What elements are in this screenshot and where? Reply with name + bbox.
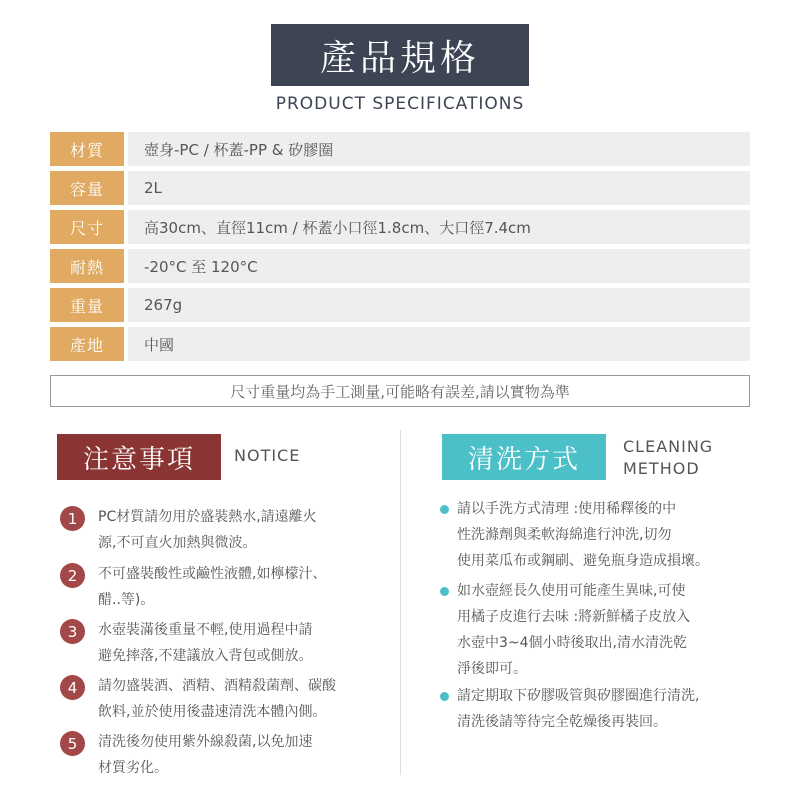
notice-item (60, 673, 380, 725)
notice-subtitle: NOTICE (234, 446, 301, 465)
spec-row-material (50, 132, 750, 166)
number-badge: 3 (60, 619, 85, 644)
bullet-dot-icon (440, 587, 449, 596)
spec-row-origin (50, 327, 750, 361)
cleaning-subtitle (623, 436, 713, 480)
cleaning-title: 清洗方式 (442, 434, 606, 480)
cleaning-item (440, 496, 770, 574)
measurement-note: 尺寸重量均為手工測量,可能略有誤差,請以實物為準 (50, 375, 750, 407)
spec-value: 高30cm、直徑11cm / 杯蓋小口徑1.8cm、大口徑7.4cm (128, 210, 750, 244)
bullet-dot-icon (440, 505, 449, 514)
spec-key: 重量 (50, 288, 124, 322)
number-badge: 2 (60, 563, 85, 588)
spec-value: 267g (128, 288, 750, 322)
notice-text: 水壺裝滿後重量不輕,使用過程中請 避免摔落,不建議放入背包或側放。 (98, 622, 313, 664)
page-title: 產品規格 (271, 24, 529, 86)
spec-key: 容量 (50, 171, 124, 205)
cleaning-item (440, 683, 770, 735)
notice-item (60, 729, 380, 781)
spec-row-heat-resistance (50, 249, 750, 283)
spec-row-capacity (50, 171, 750, 205)
notice-text: 請勿盛裝酒、酒精、酒精殺菌劑、碳酸 飲料,並於使用後盡速清洗本體內側。 (98, 678, 336, 720)
spec-row-weight (50, 288, 750, 322)
spec-value: -20°C 至 120°C (128, 249, 750, 283)
spec-key: 產地 (50, 327, 124, 361)
spec-row-size (50, 210, 750, 244)
notice-item (60, 561, 380, 613)
cleaning-item (440, 578, 770, 682)
spec-value: 2L (128, 171, 750, 205)
number-badge: 5 (60, 731, 85, 756)
spec-key: 耐熱 (50, 249, 124, 283)
notice-text: 清洗後勿使用紫外線殺菌,以免加速 材質劣化。 (98, 734, 313, 776)
spec-value: 壺身-PC / 杯蓋-PP & 矽膠圈 (128, 132, 750, 166)
cleaning-text: 請以手洗方式清理 :使用稀釋後的中 性洗滌劑與柔軟海綿進行沖洗,切勿 使用菜瓜布或鋼刷、避免瓶身造成損壞。 (457, 501, 709, 569)
cleaning-subtitle-line2: METHOD (623, 459, 700, 478)
notice-item (60, 617, 380, 669)
bullet-dot-icon (440, 692, 449, 701)
notice-text: PC材質請勿用於盛裝熱水,請遠離火 源,不可直火加熱與微波。 (98, 509, 317, 551)
column-divider (400, 430, 401, 775)
notice-title: 注意事項 (57, 434, 221, 480)
cleaning-text: 請定期取下矽膠吸管與矽膠圈進行清洗, 清洗後請等待完全乾燥後再裝回。 (457, 688, 700, 730)
spec-key: 材質 (50, 132, 124, 166)
cleaning-text: 如水壺經長久使用可能產生異味,可使 用橘子皮進行去味 :將新鮮橘子皮放入 水壺中3~4個小時後取出,清水清洗乾 淨後即可。 (457, 583, 691, 677)
spec-key: 尺寸 (50, 210, 124, 244)
page-subtitle: PRODUCT SPECIFICATIONS (275, 94, 525, 114)
number-badge: 4 (60, 675, 85, 700)
spec-value: 中國 (128, 327, 750, 361)
notice-text: 不可盛裝酸性或鹼性液體,如檸檬汁、 醋..等)。 (98, 566, 327, 608)
notice-item (60, 504, 380, 556)
cleaning-subtitle-line1: CLEANING (623, 437, 714, 456)
number-badge: 1 (60, 506, 85, 531)
